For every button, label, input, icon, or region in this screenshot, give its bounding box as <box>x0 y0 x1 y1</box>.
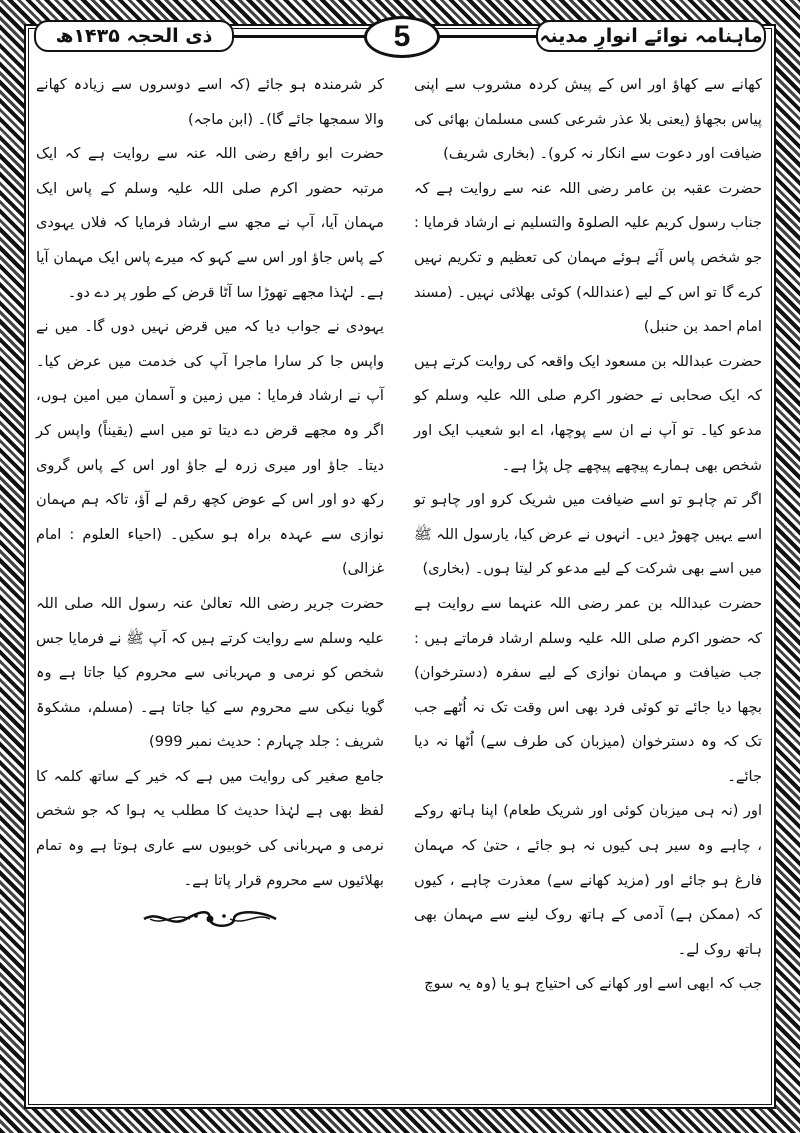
paragraph: کر شرمندہ ہو جائے (کہ اسے دوسروں سے زیادہ کھانے والا سمجھا جائے گا)۔ (ابن ماجہ) <box>36 76 384 128</box>
magazine-title: ماہنامہ نوائے انوارِ مدینہ <box>539 25 763 47</box>
magazine-title-box <box>536 20 766 52</box>
page-number: 5 <box>393 20 411 53</box>
paragraph: حضرت ابو رافع رضی اللہ عنہ سے روایت ہے کہ ایک مرتبہ حضور اکرم صلی اللہ علیہ وسلم کے پاس ایک مہمان آیا، آپ نے مجھ سے ارشاد فرمایا کہ فلاں یہودی کے پاس جاؤ اور اس سے کہو کہ میرے پاس ایک مہمان آیا ہے۔ لہٰذا مجھے تھوڑا سا آٹا قرض کے طور پر دے دو۔ <box>36 145 384 301</box>
header-rule-left <box>234 35 366 38</box>
right-column <box>414 68 762 1002</box>
flourish-ornament <box>140 908 280 930</box>
issue-date-box <box>34 20 234 52</box>
paragraph: حضرت جریر رضی اللہ تعالیٰ عنہ رسول اللہ صلی اللہ علیہ وسلم سے روایت کرتے ہیں کہ آپ ﷺ نے فرمایا جس شخص کو نرمی و مہربانی سے محروم کیا جاتا ہے وہ گویا نیکی سے محروم سے کیا جاتا ہے۔ (مسلم، مشکوۃ شریف : جلد چہارم : حدیث نمبر 999) <box>36 594 384 751</box>
paragraph: حضرت عبداللہ بن عمر رضی اللہ عنہما سے روایت ہے کہ حضور اکرم صلی اللہ علیہ وسلم ارشاد فرماتے ہیں : جب ضیافت و مہمان نوازی کے لیے سفرہ (دسترخوان) بچھا دیا جائے تو کوئی فرد بھی اس وقت تک نہ اُٹھے جب تک کہ وہ دسترخوان (میزبان کی طرف سے) اُٹھا نہ دیا جائے۔ <box>414 594 762 785</box>
page-number-oval <box>364 16 440 58</box>
paragraph: اگر تم چاہو تو اسے ضیافت میں شریک کرو اور چاہو تو اسے یہیں چھوڑ دیں۔ انہوں نے عرض کیا، یارسول اللہ ﷺ میں اسے بھی شرکت کے لیے مدعو کر لیتا ہوں۔ (بخاری) <box>414 491 762 578</box>
issue-date: ذی الحجہ ۱۴۳۵ھ <box>55 25 213 47</box>
left-column <box>36 68 384 930</box>
header-rule-right <box>438 35 538 38</box>
page-header <box>34 16 766 60</box>
paragraph: حضرت عقبہ بن عامر رضی اللہ عنہ سے روایت ہے کہ جناب رسول کریم علیہ الصلوۃ والتسلیم نے ارشاد فرمایا : جو شخص پاس آئے ہوئے مہمان کی تعظیم و تکریم نہیں کرے گا تو اس کے لیے (عنداللہ) کوئی بھلائی نہیں۔ (مسند امام احمد بن حنبل) <box>414 179 762 336</box>
paragraph: جامع صغیر کی روایت میں ہے کہ خیر کے ساتھ کلمہ کا لفظ بھی ہے لہٰذا حدیث کا مطلب یہ ہوا کہ جو شخص نرمی و مہربانی کی خوبیوں سے عاری ہوتا ہے وہ تمام بھلائیوں سے محروم قرار پاتا ہے۔ <box>36 767 384 889</box>
paragraph: جب کہ ابھی اسے اور کھانے کی احتیاج ہو یا (وہ یہ سوچ <box>424 975 762 993</box>
paragraph: اور (نہ ہی میزبان کوئی اور شریک طعام) اپنا ہاتھ روکے ، چاہے وہ سیر ہی کیوں نہ ہو جائے ، حتیٰ کہ مہمان فارغ ہو جائے اور (مزید کھانے سے) معذرت چاہے ، کیوں کہ (ممکن ہے) آدمی کے ہاتھ روک لینے سے مہمان بھی ہاتھ روک لے۔ <box>414 802 762 958</box>
paragraph: کھانے سے کھاؤ اور اس کے پیش کردہ مشروب سے اپنی پیاس بجھاؤ (یعنی بلا عذر شرعی کسی مسلمان بھائی کی ضیافت اور دعوت سے انکار نہ کرو)۔ (بخاری شریف) <box>414 76 762 163</box>
paragraph: یہودی نے جواب دیا کہ میں قرض نہیں دوں گا۔ میں نے واپس جا کر سارا ماجرا آپ کی خدمت میں عرض کیا۔ آپ نے ارشاد فرمایا : میں زمین و آسمان میں امین ہوں، اگر وہ مجھے قرض دے دیتا تو میں اسے (یقیناً) واپس کر دیتا۔ جاؤ اور میری زرہ لے جاؤ اور اس کے پاس گروی رکھ دو اور اس کے عوض کچھ رقم لے آؤ، تاکہ ہم مہمان نوازی سے عہدہ براہ ہو سکیں۔ (احیاء العلوم : امام غزالی) <box>36 318 384 578</box>
decorative-flourish <box>36 908 384 930</box>
paragraph: حضرت عبداللہ بن مسعود ایک واقعہ کی روایت کرتے ہیں کہ ایک صحابی نے حضور اکرم صلی اللہ علیہ وسلم کو مدعو کیا۔ تو آپ نے ان سے پوچھا، اے ابو شعیب ایک اور شخص بھی ہمارے پیچھے پیچھے چل پڑا ہے۔ <box>414 352 762 474</box>
